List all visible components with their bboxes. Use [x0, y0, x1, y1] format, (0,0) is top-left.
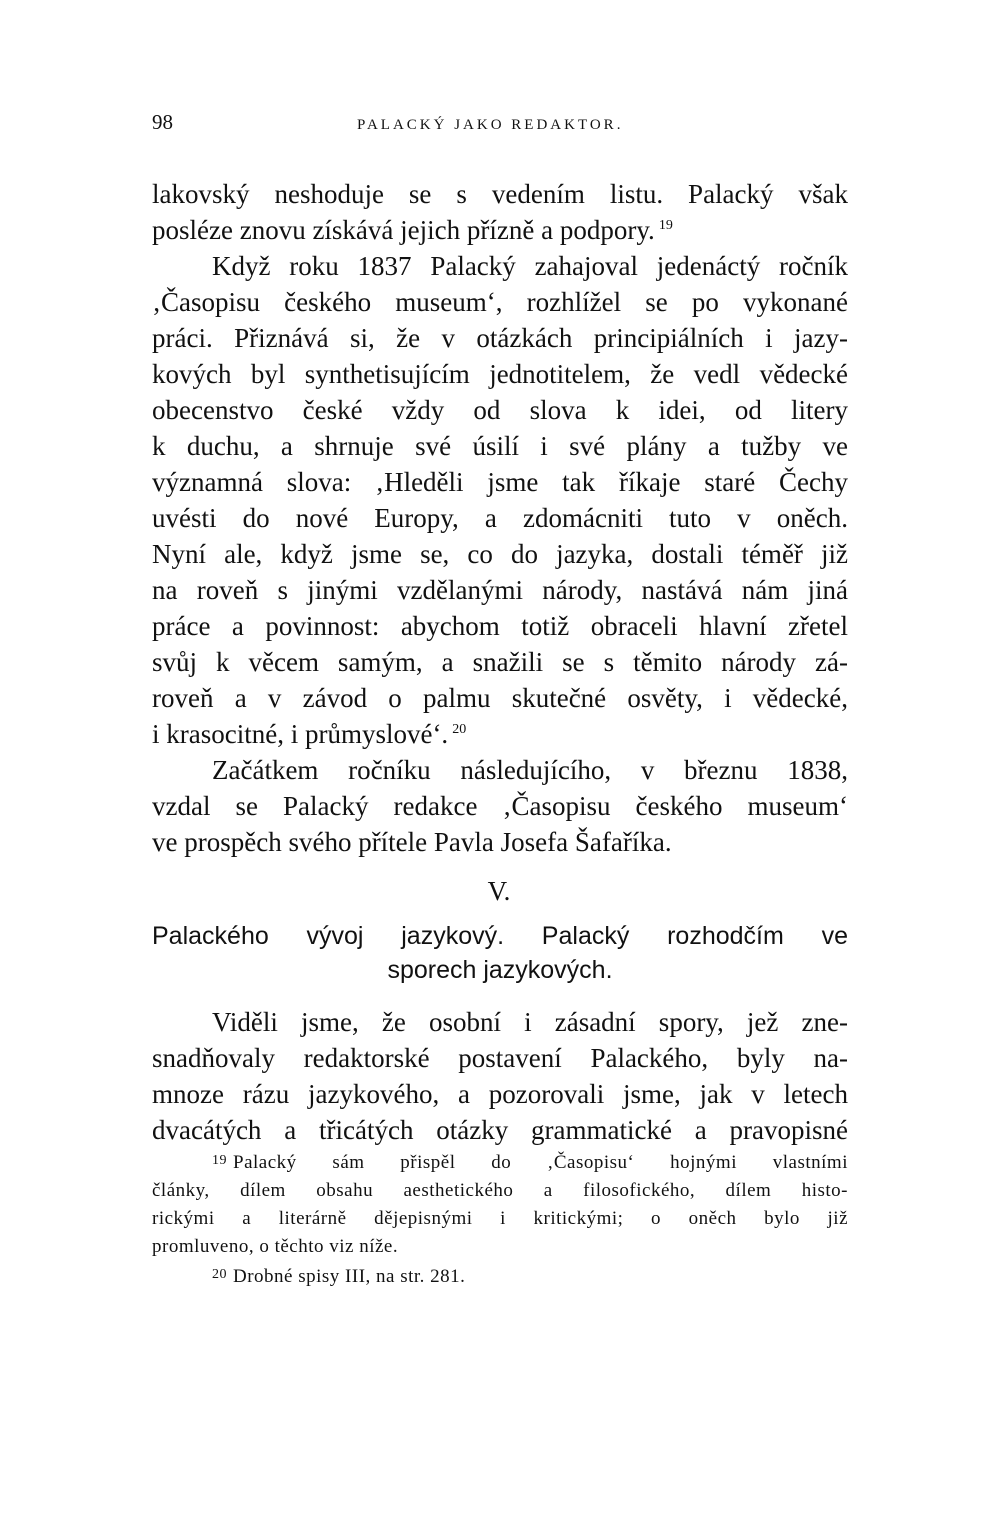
footnote-reference: 20: [452, 722, 467, 737]
text-line: na roveň s jinými vzdělanými národy, nastává nám jiná: [152, 575, 848, 605]
footnote-line: články, dílem obsahu aesthetického a filosofického, dílem histo-: [152, 1180, 848, 1201]
text-line-content: posléze znovu získává jejich přízně a podpory.: [152, 215, 655, 245]
text-line: práci. Přiznává si, že v otázkách principiálních i jazy-: [152, 323, 848, 353]
section-heading: sporech jazykových.: [387, 956, 613, 984]
footnote-line: rickými a literárně dějepisnými i kritickými; o oněch bylo již: [152, 1208, 848, 1229]
text-line: Začátkem ročníku následujícího, v březnu 1838,: [212, 755, 848, 785]
text-line: svůj k věcem samým, a snažili se s těmito národy zá-: [152, 647, 848, 677]
footnote-marker: 20: [212, 1267, 227, 1282]
running-title: PALACKÝ JAKO REDAKTOR.: [357, 117, 624, 133]
section-numeral: V.: [487, 876, 511, 906]
text-line: Viděli jsme, že osobní i zásadní spory, jež zne-: [212, 1007, 848, 1037]
text-line: roveň a v závod o palmu skutečné osvěty, i vědecké,: [152, 683, 848, 713]
text-line: uvésti do nové Europy, a zdomácniti tuto v oněch.: [152, 503, 848, 533]
footnote-text: Drobné spisy III, na str. 281.: [233, 1266, 466, 1287]
text-line: ve prospěch svého přítele Pavla Josefa Šafaříka.: [152, 827, 672, 857]
footnote-line: [212, 1264, 848, 1290]
footnote-text: Palacký sám přispěl do ‚Časopisu‘ hojnými vlastními: [233, 1152, 848, 1173]
text-line: k duchu, a shrnuje své úsilí i své plány a tužby ve: [152, 431, 848, 461]
footnote-reference: 19: [658, 218, 673, 233]
footnote-line: promluveno, o těchto viz níže.: [152, 1236, 399, 1257]
footnote-marker: 19: [212, 1153, 227, 1168]
text-line: kových byl synthetisujícím jednotitelem, že vedl vědecké: [152, 359, 848, 389]
text-line: ‚Časopisu českého museum‘, rozhlížel se po vykonané: [152, 287, 848, 317]
section-heading: Palackého vývoj jazykový. Palacký rozhodčím ve: [152, 922, 848, 950]
page-number: 98: [152, 110, 173, 134]
text-line: lakovský neshoduje se s vedením listu. Palacký však: [152, 179, 848, 209]
footnote-line: [212, 1150, 848, 1176]
text-line: dvacátých a třicátých otázky grammatické a pravopisné: [152, 1115, 848, 1145]
text-line-content: i krasocitné, i průmyslové‘.: [152, 719, 449, 749]
text-line: obecenstvo české vždy od slova k idei, od litery: [152, 395, 848, 425]
text-line: [152, 212, 848, 248]
text-line: Nyní ale, když jsme se, co do jazyka, dostali téměř již: [152, 539, 848, 569]
text-line: snadňovaly redaktorské postavení Palackého, byly na-: [152, 1043, 848, 1073]
text-line: vzdal se Palacký redakce ‚Časopisu českého museum‘: [152, 791, 848, 821]
text-line: práce a povinnost: abychom totiž obraceli hlavní zřetel: [152, 611, 848, 641]
text-line: [152, 716, 848, 752]
text-line: mnoze rázu jazykového, a pozorovali jsme, jak v letech: [152, 1079, 848, 1109]
text-line: významná slova: ‚Hleděli jsme tak říkaje staré Čechy: [152, 467, 848, 497]
text-line: Když roku 1837 Palacký zahajoval jedenáctý ročník: [212, 251, 848, 281]
